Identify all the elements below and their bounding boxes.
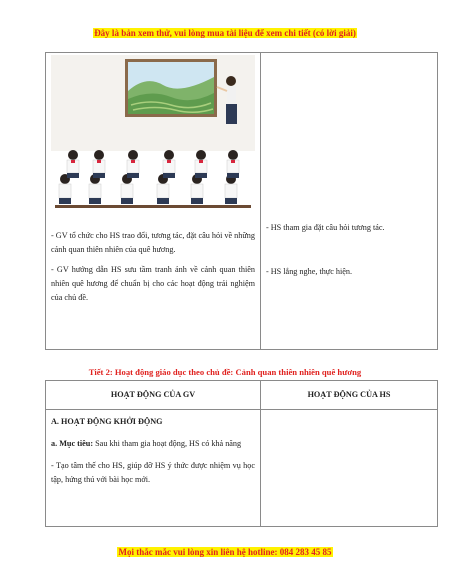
activity-heading: A. HOẠT ĐỘNG KHỞI ĐỘNG bbox=[51, 417, 163, 426]
gv-column bbox=[46, 53, 261, 350]
section-title: Tiết 2: Hoạt động giáo dục theo chủ đề: Cảnh quan thiên nhiên quê hương bbox=[88, 367, 362, 377]
objective-text: Sau khi tham gia hoạt động, HS có khả năng bbox=[93, 439, 242, 448]
gv-item-1: - GV tổ chức cho HS trao đổi, tương tác, đặt câu hỏi về những cảnh quan thiên nhiên của quê hương. bbox=[51, 231, 255, 254]
hs-cell bbox=[261, 410, 438, 527]
hs-item-2: - HS lắng nghe, thực hiện. bbox=[266, 267, 353, 276]
header-gv: HOẠT ĐỘNG CỦA GV bbox=[46, 381, 261, 410]
activity-table-1 bbox=[45, 52, 438, 350]
objective bbox=[51, 437, 255, 451]
preview-banner: Đây là bản xem thử, vui lòng mua tài liệu để xem chi tiết (có lời giải) bbox=[94, 28, 356, 38]
hs-item-1: - HS tham gia đặt câu hỏi tương tác. bbox=[266, 223, 385, 232]
classroom-illustration bbox=[51, 55, 255, 219]
gv-item-2: - GV hướng dẫn HS sưu tầm tranh ảnh về cảnh quan thiên nhiên quê hương để chuẩn bị cho các hoạt động trải nghiệm của chủ đề. bbox=[51, 265, 255, 302]
gv-cell bbox=[46, 410, 261, 527]
hs-column bbox=[261, 53, 438, 350]
activity-table-2 bbox=[45, 380, 438, 527]
objective-item: - Tạo tâm thế cho HS, giúp đỡ HS ý thức được nhiệm vụ học tập, hứng thú với bài học mới. bbox=[51, 461, 255, 484]
header-hs: HOẠT ĐỘNG CỦA HS bbox=[261, 381, 438, 410]
hotline-banner: Mọi thắc mắc vui lòng xin liên hệ hotline: 084 283 45 85 bbox=[118, 547, 332, 557]
objective-label: a. Mục tiêu: bbox=[51, 439, 94, 448]
